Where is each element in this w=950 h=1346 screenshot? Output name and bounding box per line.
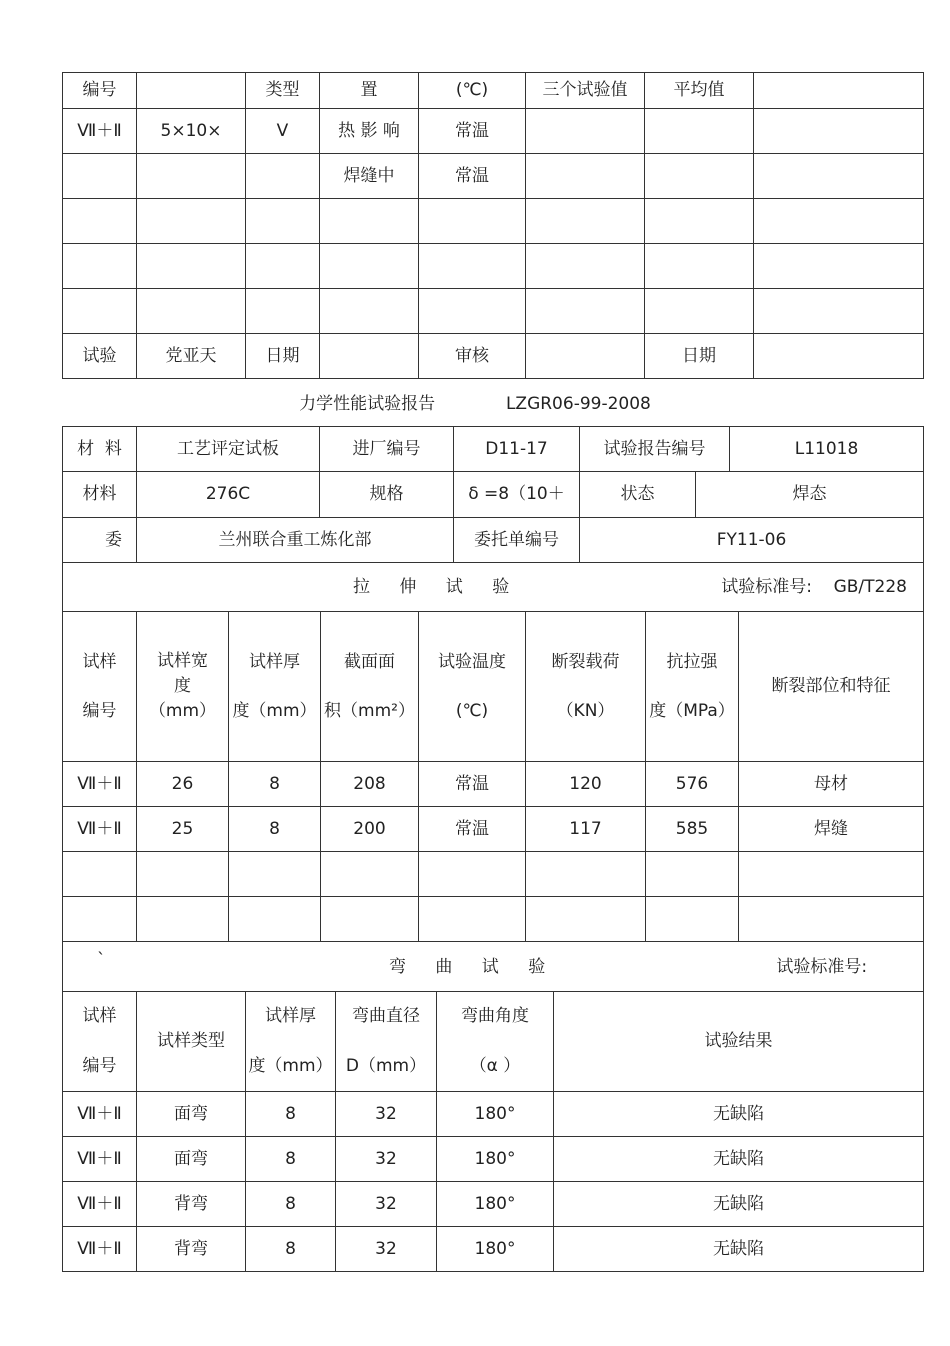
table-cell <box>419 852 526 897</box>
table-cell <box>137 154 246 199</box>
table-row <box>63 897 924 942</box>
table-cell: 背弯 <box>137 1227 246 1272</box>
header-line: 弯曲角度 <box>461 1006 529 1026</box>
bend-section-row <box>63 942 924 992</box>
bend-header-cell <box>554 992 924 1092</box>
bend-standard-label: 试验标准号: <box>776 957 868 977</box>
client-value: 兰州联合重工炼化部 <box>137 518 454 563</box>
table-cell: 焊缝中 <box>320 154 419 199</box>
tensile-section-row <box>63 563 924 612</box>
client-label: 委 <box>63 518 137 563</box>
table-cell <box>526 897 646 942</box>
table-cell <box>321 852 419 897</box>
header-line: 度（mm） <box>232 700 317 721</box>
table-row <box>63 154 924 199</box>
table-cell <box>246 199 320 244</box>
table-row <box>63 1227 924 1272</box>
header-line: 试验温度 <box>438 651 506 672</box>
table-cell <box>526 109 645 154</box>
table-row <box>63 244 924 289</box>
signature-row <box>63 334 924 379</box>
table-cell: 无缺陷 <box>554 1227 924 1272</box>
table-cell: 常温 <box>419 762 526 807</box>
header-line: (℃) <box>455 700 489 721</box>
table-cell: Ⅶ＋Ⅱ <box>63 1227 137 1272</box>
material2-value: 276C <box>137 472 320 518</box>
impact-header-cell <box>754 73 924 109</box>
table-cell <box>526 154 645 199</box>
table-cell: 32 <box>336 1137 437 1182</box>
signature-cell: 日期 <box>645 334 754 379</box>
header-line: 弯曲直径 <box>352 1006 420 1026</box>
tensile-standard-value: GB/T228 <box>833 577 907 597</box>
tensile-header-cell <box>419 612 526 762</box>
table-cell <box>246 289 320 334</box>
table-cell: 面弯 <box>137 1092 246 1137</box>
table-cell: 热 影 响 <box>320 109 419 154</box>
table-cell <box>229 897 321 942</box>
material-label: 材 料 <box>63 427 137 472</box>
table-cell <box>526 244 645 289</box>
table-row <box>63 289 924 334</box>
table-cell <box>63 852 137 897</box>
table-cell: 无缺陷 <box>554 1092 924 1137</box>
table-row <box>63 109 924 154</box>
table-cell: 8 <box>246 1137 336 1182</box>
spec-label: 规格 <box>320 472 454 518</box>
table-cell <box>321 897 419 942</box>
header-line: （α ） <box>469 1056 521 1076</box>
table-cell: 8 <box>229 807 321 852</box>
table-cell <box>419 289 526 334</box>
entry-no-label: 进厂编号 <box>320 427 454 472</box>
table-cell <box>526 199 645 244</box>
header-line: 试样厚 <box>265 1006 316 1026</box>
table-cell: 8 <box>246 1092 336 1137</box>
table-row <box>63 762 924 807</box>
info-row <box>63 472 924 518</box>
table-cell <box>246 154 320 199</box>
table-cell: 常温 <box>419 154 526 199</box>
impact-header-cell: 三个试验值 <box>526 73 645 109</box>
report-code: LZGR06-99-2008 <box>505 394 651 414</box>
header-line: 度 <box>174 676 191 696</box>
table-cell <box>246 244 320 289</box>
impact-test-table <box>62 72 924 379</box>
impact-header-cell: 平均值 <box>645 73 754 109</box>
table-cell <box>739 897 924 942</box>
table-cell <box>63 289 137 334</box>
bend-header-cell <box>336 992 437 1092</box>
table-row <box>63 1182 924 1227</box>
table-cell <box>645 199 754 244</box>
table-cell <box>320 199 419 244</box>
table-cell <box>137 289 246 334</box>
table-cell: Ⅶ＋Ⅱ <box>63 1137 137 1182</box>
table-cell <box>754 244 924 289</box>
signature-cell <box>526 334 645 379</box>
table-cell <box>754 109 924 154</box>
signature-cell: 审核 <box>419 334 526 379</box>
report-title <box>0 392 950 416</box>
table-cell <box>229 852 321 897</box>
signature-cell: 党亚天 <box>137 334 246 379</box>
header-line: 积（mm²） <box>324 700 415 721</box>
bend-test-table <box>62 941 924 1272</box>
table-cell: 焊缝 <box>739 807 924 852</box>
header-line: 度（mm） <box>248 1056 333 1076</box>
table-cell: 180° <box>437 1137 554 1182</box>
table-cell: 8 <box>229 762 321 807</box>
table-cell: Ⅶ＋Ⅱ <box>63 109 137 154</box>
table-cell: 无缺陷 <box>554 1137 924 1182</box>
header-line: 试验结果 <box>704 1031 773 1051</box>
table-cell <box>419 897 526 942</box>
report-no-label: 试验报告编号 <box>580 427 730 472</box>
impact-header-row <box>63 73 924 109</box>
material-value: 工艺评定试板 <box>137 427 320 472</box>
table-cell: 200 <box>321 807 419 852</box>
table-row <box>63 1137 924 1182</box>
table-cell: 25 <box>137 807 229 852</box>
tensile-standard <box>721 575 907 600</box>
impact-header-cell: 类型 <box>246 73 320 109</box>
table-cell <box>646 852 739 897</box>
table-cell <box>754 199 924 244</box>
entry-no-value: D11-17 <box>454 427 580 472</box>
header-line: 试样 <box>82 1006 117 1026</box>
signature-cell <box>320 334 419 379</box>
table-cell: 面弯 <box>137 1137 246 1182</box>
header-line: 编号 <box>82 700 117 721</box>
spec-value: δ =8（10＋ <box>454 472 580 518</box>
tensile-header-cell <box>321 612 419 762</box>
table-cell: Ⅶ＋Ⅱ <box>63 762 137 807</box>
table-cell <box>526 289 645 334</box>
table-cell <box>63 897 137 942</box>
table-cell: 180° <box>437 1092 554 1137</box>
report-no-value: L11018 <box>730 427 924 472</box>
tensile-section-title: 拉 伸 试 验 <box>353 577 522 597</box>
table-cell: 8 <box>246 1227 336 1272</box>
tensile-header-cell <box>526 612 646 762</box>
table-cell: 常温 <box>419 807 526 852</box>
table-cell <box>137 199 246 244</box>
table-cell <box>419 244 526 289</box>
signature-cell: 试验 <box>63 334 137 379</box>
header-line: 试样 <box>82 651 117 672</box>
table-cell: V <box>246 109 320 154</box>
header-line: 截面面 <box>344 651 395 672</box>
bend-header-row <box>63 992 924 1092</box>
table-row <box>63 1092 924 1137</box>
tensile-standard-label: 试验标准号: <box>721 577 812 597</box>
table-cell <box>63 154 137 199</box>
table-cell <box>320 289 419 334</box>
header-line: 试样宽 <box>157 651 208 671</box>
bend-mark: ` <box>97 950 106 970</box>
table-cell <box>645 289 754 334</box>
state-label: 状态 <box>580 472 696 518</box>
impact-header-cell: (℃) <box>419 73 526 109</box>
table-cell: Ⅶ＋Ⅱ <box>63 1092 137 1137</box>
tensile-header-cell <box>646 612 739 762</box>
header-line: 试样厚 <box>249 651 300 672</box>
table-cell: 常温 <box>419 109 526 154</box>
info-row <box>63 427 924 472</box>
impact-header-cell <box>137 73 246 109</box>
table-cell <box>63 199 137 244</box>
order-value: FY11-06 <box>580 518 924 563</box>
tensile-header-cell <box>229 612 321 762</box>
table-row <box>63 852 924 897</box>
table-cell: 576 <box>646 762 739 807</box>
table-row <box>63 807 924 852</box>
report-title-text: 力学性能试验报告 <box>299 394 436 414</box>
table-cell <box>754 289 924 334</box>
table-cell: 180° <box>437 1182 554 1227</box>
bend-header-cell <box>63 992 137 1092</box>
tensile-test-table <box>62 562 924 942</box>
order-label: 委托单编号 <box>454 518 580 563</box>
tensile-header-row <box>63 612 924 762</box>
table-cell <box>645 154 754 199</box>
bend-header-cell <box>137 992 246 1092</box>
header-line: D（mm） <box>345 1056 427 1076</box>
table-cell: 120 <box>526 762 646 807</box>
table-cell: 180° <box>437 1227 554 1272</box>
table-cell: 32 <box>336 1182 437 1227</box>
impact-header-cell: 置 <box>320 73 419 109</box>
table-cell: 32 <box>336 1092 437 1137</box>
info-table <box>62 426 924 563</box>
table-cell <box>526 852 646 897</box>
tensile-header-cell <box>739 612 924 762</box>
header-line: 试样类型 <box>157 1031 225 1051</box>
tensile-header-cell <box>63 612 137 762</box>
table-cell: 32 <box>336 1227 437 1272</box>
tensile-header-cell <box>137 612 229 762</box>
header-line: 断裂载荷 <box>551 651 620 672</box>
table-row <box>63 199 924 244</box>
header-line: 断裂部位和特征 <box>771 676 891 696</box>
state-value: 焊态 <box>696 472 924 518</box>
header-line: （KN） <box>556 700 615 721</box>
table-cell: 208 <box>321 762 419 807</box>
table-cell: Ⅶ＋Ⅱ <box>63 807 137 852</box>
bend-header-cell <box>246 992 336 1092</box>
table-cell: 585 <box>646 807 739 852</box>
bend-section-title: 弯 曲 试 验 <box>389 957 558 977</box>
table-cell <box>754 154 924 199</box>
impact-header-cell: 编号 <box>63 73 137 109</box>
table-cell <box>645 109 754 154</box>
header-line: 编号 <box>82 1056 117 1076</box>
table-cell <box>137 852 229 897</box>
table-cell: 背弯 <box>137 1182 246 1227</box>
table-cell: 8 <box>246 1182 336 1227</box>
table-cell <box>137 244 246 289</box>
header-line: （mm） <box>148 701 217 721</box>
table-cell: 5×10× <box>137 109 246 154</box>
table-cell <box>646 897 739 942</box>
signature-cell <box>754 334 924 379</box>
table-cell <box>739 852 924 897</box>
table-cell <box>419 199 526 244</box>
table-cell: 26 <box>137 762 229 807</box>
table-cell: 母材 <box>739 762 924 807</box>
table-cell <box>320 244 419 289</box>
header-line: 抗拉强 <box>666 651 718 672</box>
material2-label: 材料 <box>63 472 137 518</box>
bend-header-cell <box>437 992 554 1092</box>
table-cell <box>645 244 754 289</box>
table-cell: Ⅶ＋Ⅱ <box>63 1182 137 1227</box>
signature-cell: 日期 <box>246 334 320 379</box>
info-row <box>63 518 924 563</box>
table-cell: 无缺陷 <box>554 1182 924 1227</box>
table-cell <box>137 897 229 942</box>
table-cell <box>63 244 137 289</box>
table-cell: 117 <box>526 807 646 852</box>
header-line: 度（MPa） <box>649 700 735 721</box>
